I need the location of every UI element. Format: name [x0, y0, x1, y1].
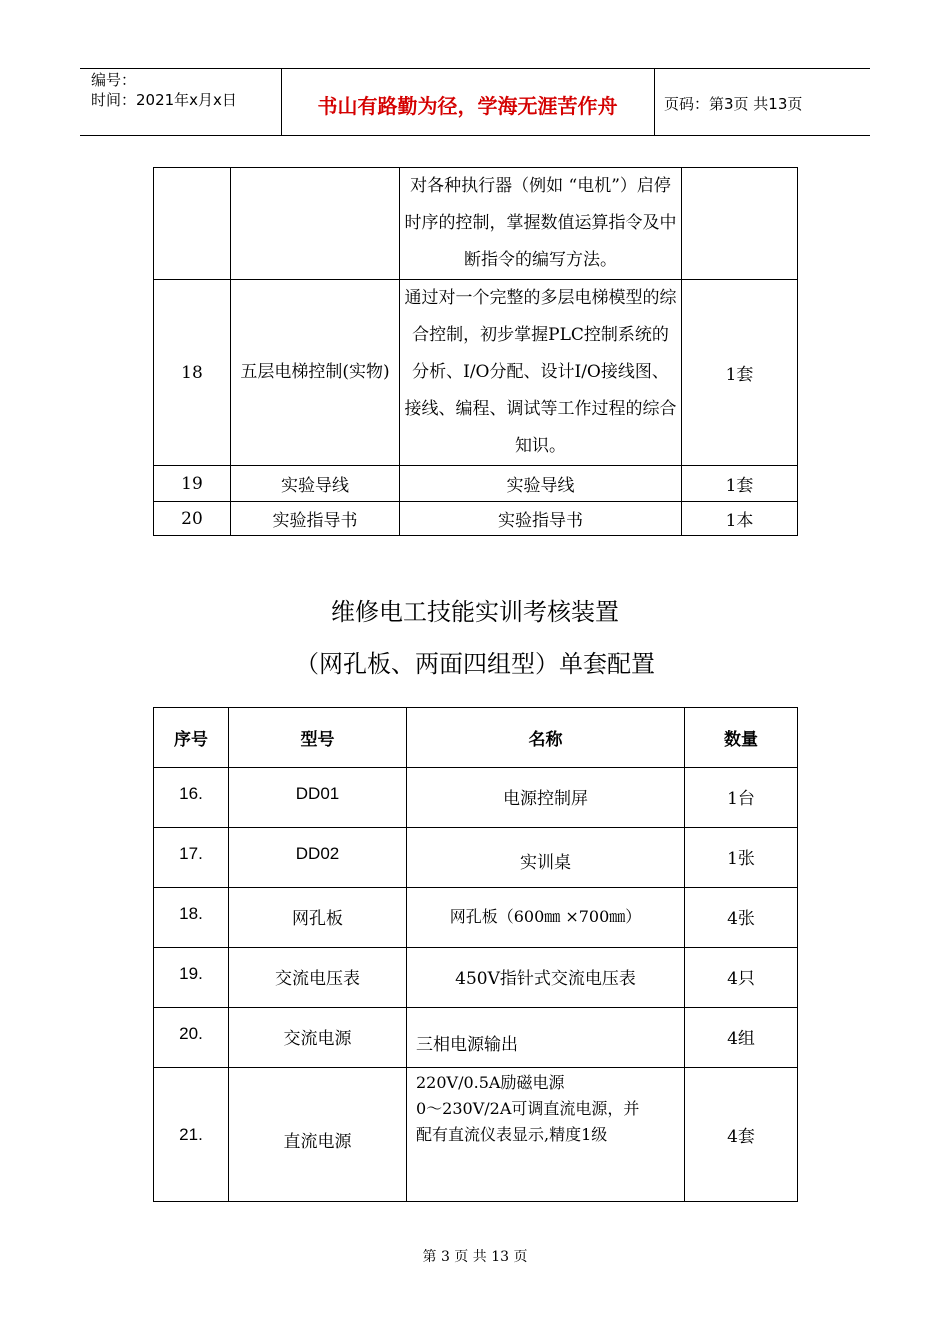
item-model: DD01 — [295, 784, 340, 803]
item-name: 网孔板（600㎜ ×700㎜） — [449, 907, 642, 926]
col-header-no: 序号 — [154, 708, 229, 768]
item-model: 直流电源 — [283, 1132, 352, 1152]
header-bottom-rule — [80, 135, 870, 136]
item-description: 对各种执行器（例如 “电机”）启停时序的控制，掌握数值运算指令及中断指令的编写方法。 — [400, 168, 682, 280]
item-name: 实验指导书 — [231, 502, 400, 536]
col-header-model: 型号 — [229, 708, 407, 768]
header-top-rule — [80, 68, 870, 69]
table-row — [154, 828, 798, 888]
item-quantity: 4套 — [727, 1127, 755, 1147]
item-name-line: 配有直流仪表显示,精度1级 — [416, 1125, 608, 1144]
item-name: 五层电梯控制(实物) — [231, 280, 400, 466]
col-header-qty: 数量 — [685, 708, 798, 768]
row-number: 19 — [154, 466, 231, 502]
table-row — [154, 768, 798, 828]
item-name-line: 0～230V/2A可调直流电源，并 — [416, 1099, 640, 1118]
item-model: DD02 — [295, 844, 340, 863]
table-header-row — [154, 708, 798, 768]
item-quantity: 4组 — [727, 1029, 755, 1049]
table-row — [154, 280, 798, 466]
row-number: 20. — [179, 1024, 203, 1043]
item-description: 实验指导书 — [400, 502, 682, 536]
item-name-line: 220V/0.5A励磁电源 — [416, 1073, 565, 1092]
item-description: 通过对一个完整的多层电梯模型的综合控制，初步掌握PLC控制系统的分析、I/O分配、设计I/O接线图、接线、编程、调试等工作过程的综合知识。 — [400, 280, 682, 466]
equipment-table-continued — [153, 167, 798, 536]
row-number: 18. — [179, 904, 203, 923]
item-name — [231, 168, 400, 280]
item-quantity: 1套 — [682, 466, 798, 502]
header-number-label: 编号： — [91, 71, 137, 89]
item-quantity: 1本 — [682, 502, 798, 536]
item-quantity: 4只 — [727, 969, 755, 989]
item-name: 450V指针式交流电压表 — [455, 969, 636, 989]
item-name: 实训桌 — [520, 853, 571, 873]
table-row — [154, 502, 798, 536]
table-row — [154, 1068, 798, 1202]
row-number: 19. — [179, 964, 203, 983]
header-motto: 书山有路勤为径，学海无涯苦作舟 — [317, 94, 618, 118]
item-quantity: 4张 — [727, 909, 755, 929]
table-row — [154, 168, 798, 280]
header-page-label: 页码：第3页 共13页 — [664, 95, 803, 113]
item-description: 实验导线 — [400, 466, 682, 502]
item-name: 电源控制屏 — [503, 789, 588, 809]
table-row — [154, 888, 798, 948]
item-name: 实验导线 — [231, 466, 400, 502]
item-quantity: 1台 — [727, 789, 755, 809]
item-quantity — [682, 168, 798, 280]
section-title-line1: 维修电工技能实训考核装置 — [331, 598, 619, 626]
table-row — [154, 1008, 798, 1068]
page-footer: 第 3 页 共 13 页 — [422, 1249, 528, 1265]
header-time-label: 时间：2021年x月x日 — [91, 91, 237, 109]
row-number: 20 — [154, 502, 231, 536]
row-number: 18 — [154, 280, 231, 466]
row-number: 17. — [179, 844, 203, 863]
item-name: 三相电源输出 — [416, 1035, 518, 1055]
row-number: 16. — [179, 784, 203, 803]
item-model: 交流电源 — [283, 1029, 352, 1049]
item-quantity: 1套 — [682, 280, 798, 466]
row-number — [154, 168, 231, 280]
table-row — [154, 948, 798, 1008]
header-divider-right — [654, 68, 655, 135]
row-number: 21. — [179, 1124, 203, 1144]
configuration-table — [153, 707, 798, 1202]
table-row — [154, 466, 798, 502]
item-model: 交流电压表 — [275, 969, 360, 989]
item-quantity: 1张 — [727, 849, 755, 869]
col-header-name: 名称 — [407, 708, 685, 768]
section-title-line2: （网孔板、两面四组型）单套配置 — [295, 650, 655, 678]
item-model: 网孔板 — [292, 909, 343, 929]
